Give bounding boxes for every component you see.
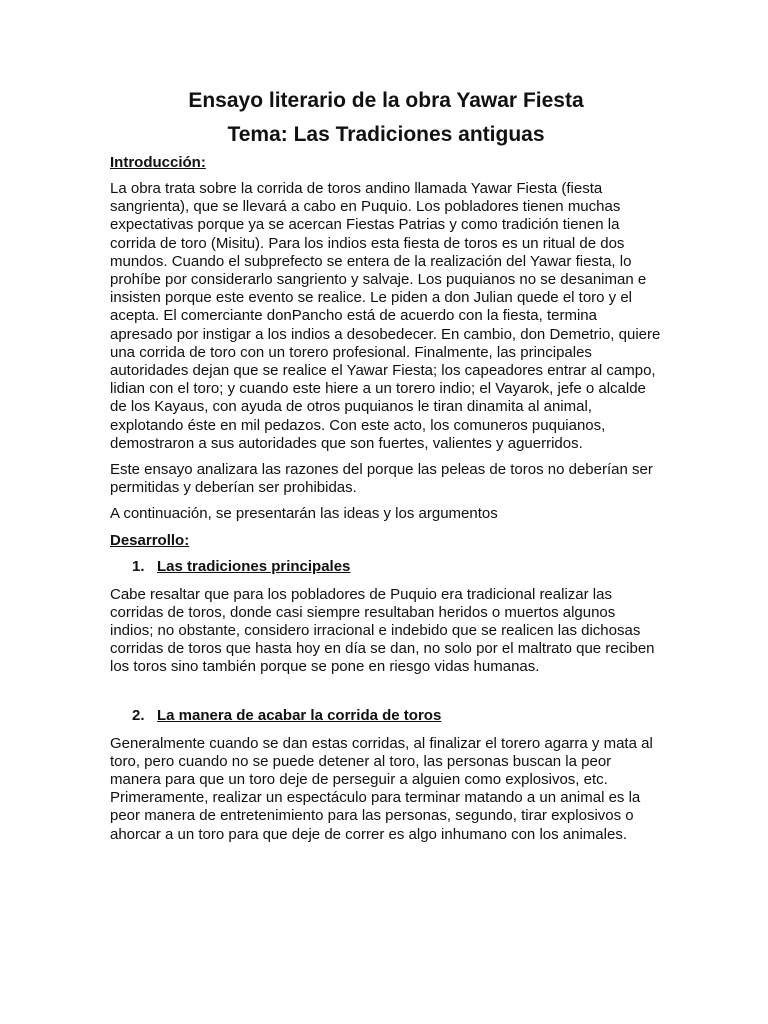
desarrollo-heading: Desarrollo: (110, 531, 190, 549)
section-number: 1. (132, 557, 145, 575)
section-paragraph: Cabe resaltar que para los pobladores de Puquio era tradicional realizar las corridas de toros, donde casi siempre resultaban heridos o muertos algunos indios; no obstante, considero irracional e indebido que se realicen las dichosas corridas de toros que hasta hoy en día se dan, no solo por el maltrato que reciben los toros sino también porque se pone en riesgo vidas humanas. (110, 585, 655, 676)
intro-paragraph: A continuación, se presentarán las ideas y los argumentos (110, 505, 498, 523)
section-title: Las tradiciones principales (157, 557, 351, 575)
section-heading (132, 558, 662, 576)
document-title: Ensayo literario de la obra Yawar Fiesta (188, 89, 584, 112)
intro-paragraph: Este ensayo analizara las razones del porque las peleas de toros no deberían ser permitidas y deberían ser prohibidas. (110, 461, 653, 497)
section-number: 2. (132, 706, 145, 724)
section-heading (132, 707, 662, 725)
document-subtitle: Tema: Las Tradiciones antiguas (227, 123, 545, 146)
intro-paragraph: La obra trata sobre la corrida de toros andino llamada Yawar Fiesta (fiesta sangrienta), que se llevará a cabo en Puquio. Los pobladores tienen muchas expectativas porque ya se acercan Fiestas Patrias y como tradición tienen la corrida de toro (Misitu). Para los indios esta fiesta de toros es un ritual de dos mundos. Cuando el subprefecto se entera de la realización del Yawar fiesta, lo prohíbe por considerarlo sangriento y salvaje. Los puquianos no se desaniman e insisten porque este evento se realice. Le piden a don Julian quede el toro y el acepta. El comerciante donPancho está de acuerdo con la fiesta, termina apresado por instigar a los indios a desobedecer. En cambio, don Demetrio, quiere una corrida de toro con un torero profesional. Finalmente, las principales autoridades dejan que se realice el Yawar Fiesta; los capeadores entrar al campo, lidian con el toro; y cuando este hiere a un torero indio; el Vayarok, jefe o alcalde de los Kayaus, con ayuda de otros puquianos le tiran dinamita al animal, explotando éste en mil pedazos. Con este acto, los comuneros puquianos, demostraron a sus autoridades que son fuertes, valientes y aguerridos. (110, 180, 661, 452)
introduccion-heading: Introducción: (110, 154, 206, 171)
spacer (110, 685, 662, 707)
section-title: La manera de acabar la corrida de toros (157, 706, 442, 724)
section-paragraph: Generalmente cuando se dan estas corridas, al finalizar el torero agarra y mata al toro, pero cuando no se puede detener al toro, las personas buscan la peor manera para que un toro deje de perseguir a alguien como explosivos, etc. Primeramente, realizar un espectáculo para terminar matando a un animal es la peor manera de entretenimiento para las personas, segundo, tirar explosivos o ahorcar a un toro para que deje de correr es algo inhumano con los animales. (110, 734, 653, 843)
